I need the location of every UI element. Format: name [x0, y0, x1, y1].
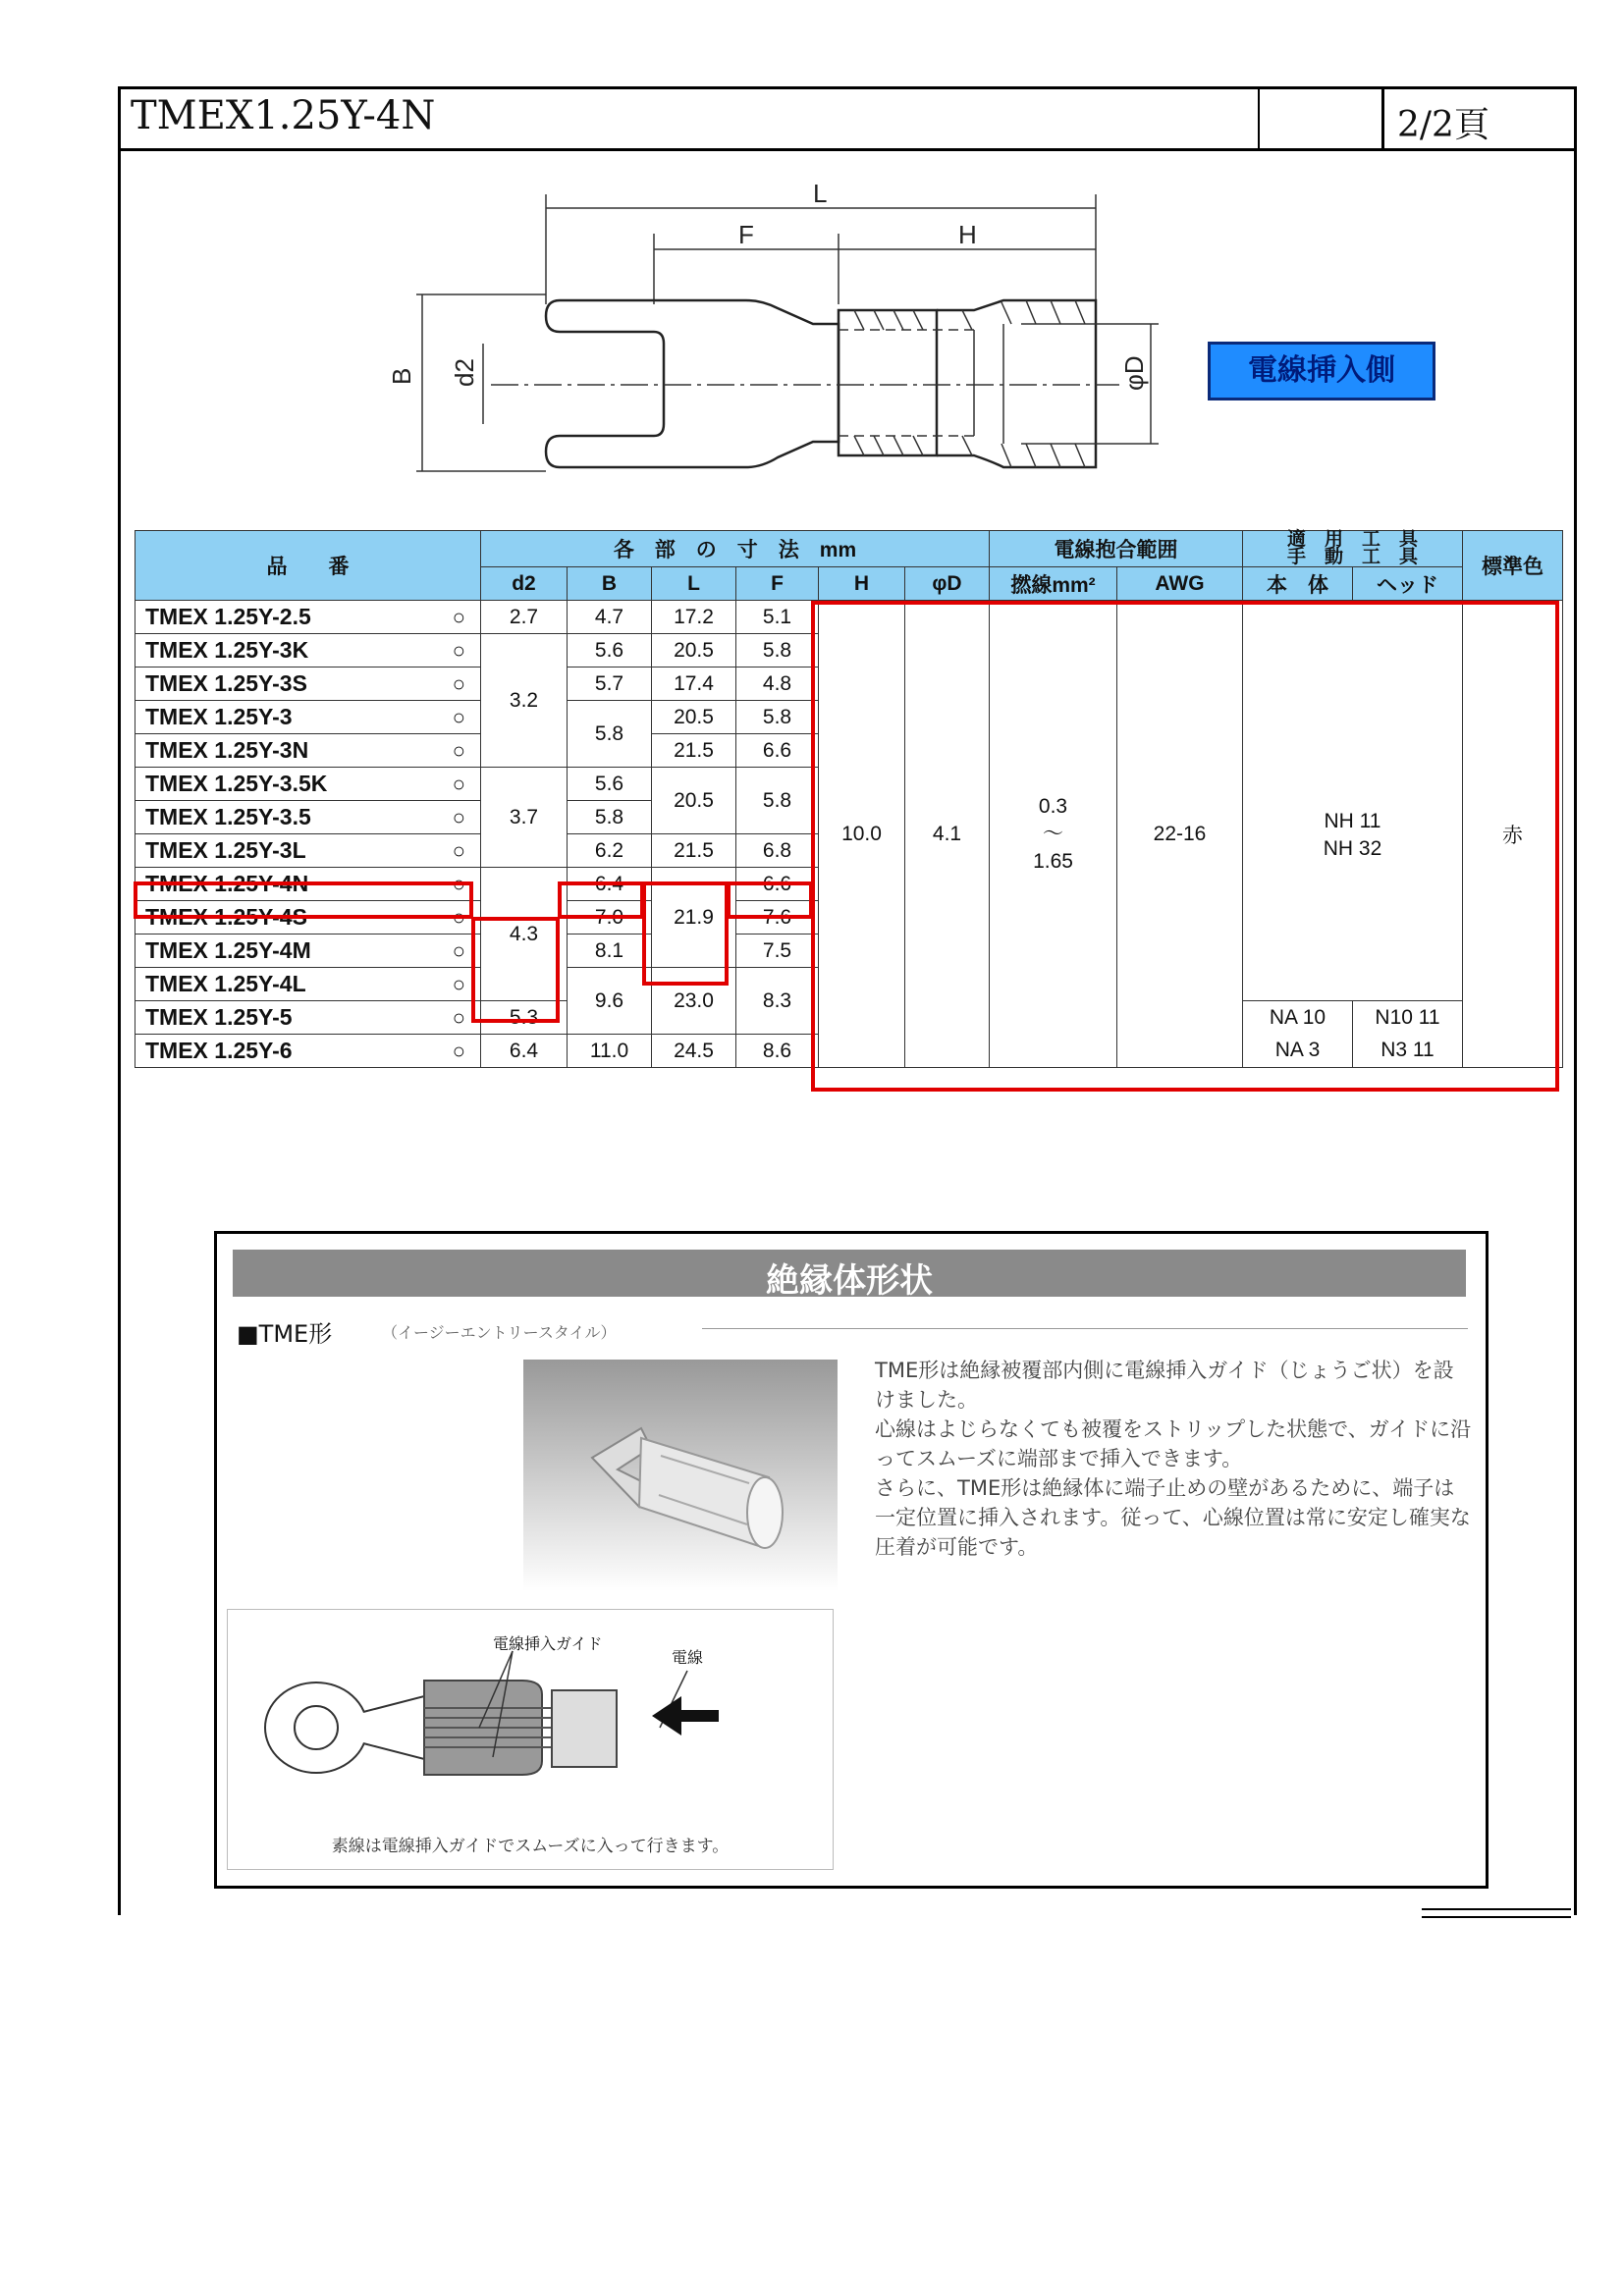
- terminal-photo: [523, 1360, 838, 1591]
- header-tool: 適 用 工 具: [1286, 529, 1418, 550]
- title-bar: [121, 89, 1574, 151]
- insulation-title: 絶縁体形状: [766, 1261, 933, 1301]
- cell-d2: 3.7: [481, 768, 568, 868]
- page-number: 2/2頁: [1397, 105, 1489, 145]
- cell-tool-nh11: NH 11: [1324, 809, 1381, 832]
- cell-H: 10.0: [819, 601, 905, 1068]
- part-number: TMEX 1.25Y-3N: [135, 734, 438, 768]
- highlight-F: [727, 881, 813, 919]
- part-number: TMEX 1.25Y-3K: [135, 634, 438, 667]
- header-standard-color: 標準色: [1463, 531, 1563, 601]
- wire-insertion-side-badge: 電線挿入側: [1208, 342, 1435, 400]
- cell-B: 5.6: [568, 634, 652, 667]
- cell-d2: 4.3: [481, 868, 568, 1001]
- circle-mark: ○: [438, 868, 481, 901]
- cell-F: 8.3: [736, 968, 819, 1035]
- cell-F: 5.1: [736, 601, 819, 634]
- bottom-double-rule: [1422, 1908, 1571, 1918]
- cell-F: 6.8: [736, 834, 819, 868]
- cell-B: 6.2: [568, 834, 652, 868]
- col-tool-body: 本 体: [1243, 567, 1353, 601]
- tme-type-subheading: （イージーエントリースタイル）: [382, 1323, 617, 1342]
- cell-F: 6.6: [736, 734, 819, 768]
- highlight-selected-part: [134, 881, 473, 919]
- cell-B: 8.1: [568, 934, 652, 968]
- dim-d2-label: d2: [450, 358, 479, 387]
- circle-mark: ○: [438, 634, 481, 667]
- col-mm2: 撚線mm²: [990, 567, 1117, 601]
- cell-L: 21.5: [652, 734, 736, 768]
- description-paragraph: TME形は絶縁被覆部内側に電線挿入ガイド（じょうご状）を設けました。: [875, 1359, 1454, 1412]
- highlight-L: [642, 881, 729, 986]
- cell-F: 6.6: [736, 868, 819, 901]
- cell-tool-na3: NA 3: [1243, 1035, 1353, 1068]
- part-number: TMEX 1.25Y-4S: [135, 901, 438, 934]
- dim-H-label: H: [958, 220, 977, 249]
- barrel-hatching: [854, 300, 1085, 467]
- cell-L: 21.5: [652, 834, 736, 868]
- header-manual-tool: 手 動 工 具: [1286, 547, 1418, 567]
- cell-d2: 6.4: [481, 1035, 568, 1068]
- col-phiD: φD: [905, 567, 990, 601]
- cell-F: 7.5: [736, 934, 819, 968]
- cell-mm2-min: 0.3: [1038, 794, 1068, 818]
- tme-type-heading: ■TME形: [237, 1320, 333, 1348]
- part-number: TMEX 1.25Y-3S: [135, 667, 438, 701]
- col-B: B: [568, 567, 652, 601]
- cell-L: 21.9: [652, 868, 736, 968]
- circle-mark: ○: [438, 901, 481, 934]
- circle-mark: ○: [438, 768, 481, 801]
- cell-B: 5.6: [568, 768, 652, 801]
- terminal-drawing: [373, 167, 1178, 501]
- insertion-guide-diagram: [227, 1609, 834, 1870]
- header-dimensions: 各 部 の 寸 法 mm: [481, 531, 990, 567]
- cell-B: 5.8: [568, 701, 652, 768]
- circle-mark: ○: [438, 667, 481, 701]
- col-tool-head: ヘッド: [1353, 567, 1463, 601]
- circle-mark: ○: [438, 834, 481, 868]
- circle-mark: ○: [438, 801, 481, 834]
- highlight-common-columns: [811, 601, 1559, 1092]
- part-number: TMEX 1.25Y-3.5K: [135, 768, 438, 801]
- guide-label: 電線挿入ガイド: [493, 1634, 603, 1653]
- cell-L: 17.4: [652, 667, 736, 701]
- col-d2: d2: [481, 567, 568, 601]
- title-bar-blank-cell: [1258, 89, 1384, 148]
- cell-color: 赤: [1463, 601, 1563, 1068]
- circle-mark: ○: [438, 701, 481, 734]
- description-paragraph: さらに、TME形は絶縁体に端子止めの壁があるために、端子は一定位置に挿入されます。従って、心線位置は常に安定し確実な圧着が可能です。: [875, 1476, 1471, 1559]
- document-title: TMEX1.25Y-4N: [131, 93, 436, 138]
- cell-B: 6.4: [568, 868, 652, 901]
- cell-d2: 2.7: [481, 601, 568, 634]
- cell-B: 11.0: [568, 1035, 652, 1068]
- col-L: L: [652, 567, 736, 601]
- dim-L-label: L: [813, 179, 828, 208]
- header-part-number: 品 番: [135, 531, 481, 601]
- insulation-shape-panel: [214, 1231, 1489, 1889]
- highlight-B: [558, 881, 644, 919]
- part-number: TMEX 1.25Y-3: [135, 701, 438, 734]
- cell-B: 5.8: [568, 801, 652, 834]
- cell-F: 5.8: [736, 634, 819, 667]
- circle-mark: ○: [438, 601, 481, 634]
- header-wire-range: 電線抱合範囲: [990, 531, 1243, 567]
- circle-mark: ○: [438, 1035, 481, 1068]
- col-H: H: [819, 567, 905, 601]
- part-number: TMEX 1.25Y-3.5: [135, 801, 438, 834]
- cell-F: 5.8: [736, 701, 819, 734]
- col-F: F: [736, 567, 819, 601]
- circle-mark: ○: [438, 734, 481, 768]
- cell-L: 23.0: [652, 968, 736, 1035]
- cell-tool-na10: NA 10: [1243, 1001, 1353, 1035]
- cell-L: 20.5: [652, 701, 736, 734]
- col-awg: AWG: [1117, 567, 1243, 601]
- tme-description: [875, 1356, 1474, 1562]
- description-paragraph: 心線はよじらなくても被覆をストリップした状態で、ガイドに沿ってスムーズに端部まで挿入できます。: [875, 1417, 1472, 1470]
- dim-F-label: F: [738, 220, 754, 249]
- cell-phiD: 4.1: [905, 601, 990, 1068]
- cell-F: 4.8: [736, 667, 819, 701]
- cell-d2: 3.2: [481, 634, 568, 768]
- guide-caption: 素線は電線挿入ガイドでスムーズに入って行きます。: [331, 1837, 730, 1856]
- cell-awg: 22-16: [1117, 601, 1243, 1068]
- part-number: TMEX 1.25Y-4M: [135, 934, 438, 968]
- part-number: TMEX 1.25Y-2.5: [135, 601, 438, 634]
- part-number: TMEX 1.25Y-4L: [135, 968, 438, 1001]
- part-number: TMEX 1.25Y-6: [135, 1035, 438, 1068]
- part-number: TMEX 1.25Y-4N: [135, 868, 438, 901]
- circle-mark: ○: [438, 1001, 481, 1035]
- dim-phiD-label: φD: [1119, 355, 1149, 391]
- cell-tool-nh32: NH 32: [1323, 836, 1382, 860]
- cell-L: 20.5: [652, 768, 736, 834]
- cell-L: 24.5: [652, 1035, 736, 1068]
- cell-F: 7.6: [736, 901, 819, 934]
- cell-B: 5.7: [568, 667, 652, 701]
- cell-L: 17.2: [652, 601, 736, 634]
- cell-mm2-max: 1.65: [1033, 849, 1073, 873]
- cell-L: 20.5: [652, 634, 736, 667]
- wire-label: 電線: [672, 1648, 704, 1667]
- divider: [702, 1328, 1468, 1329]
- highlight-d2: [471, 917, 560, 1023]
- cell-B: 4.7: [568, 601, 652, 634]
- cell-B: 7.0: [568, 901, 652, 934]
- part-number: TMEX 1.25Y-3L: [135, 834, 438, 868]
- circle-mark: ○: [438, 968, 481, 1001]
- part-number: TMEX 1.25Y-5: [135, 1001, 438, 1035]
- cell-F: 8.6: [736, 1035, 819, 1068]
- dim-B-label: B: [387, 367, 416, 385]
- cell-tool-n1011: N10 11: [1353, 1001, 1463, 1035]
- cell-tool-n311: N3 11: [1353, 1035, 1463, 1068]
- circle-mark: ○: [438, 934, 481, 968]
- cell-B: 9.6: [568, 968, 652, 1035]
- cell-F: 5.8: [736, 768, 819, 834]
- cell-mm2-range: 〜: [1043, 822, 1063, 845]
- arrow-left-icon: [652, 1696, 719, 1735]
- insulation-title-bar: [233, 1250, 1466, 1301]
- cell-d2: 5.3: [481, 1001, 568, 1035]
